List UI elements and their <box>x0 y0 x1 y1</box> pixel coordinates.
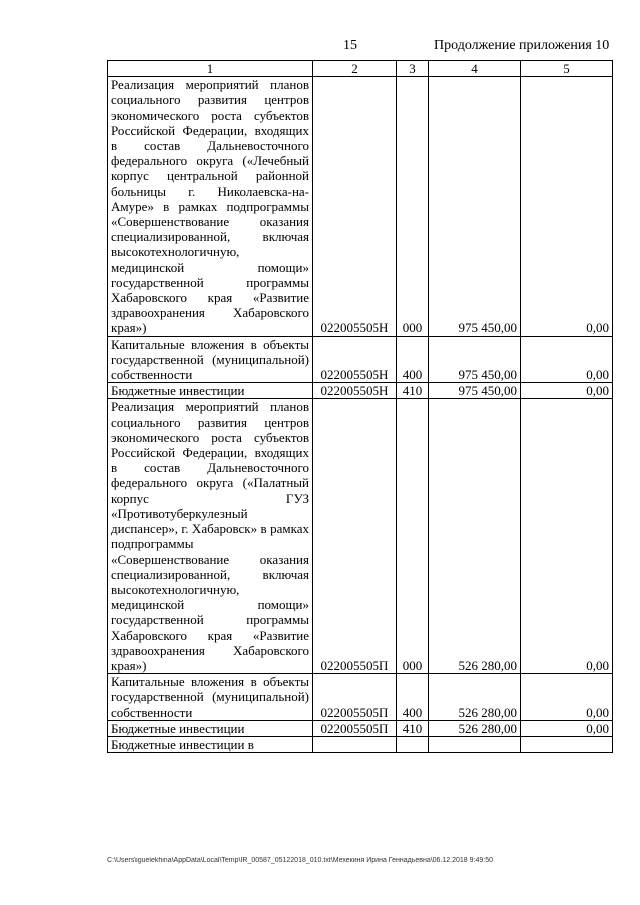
row-name: Капитальные вложения в объекты государственной (муниципальной) собственности <box>108 336 313 383</box>
row-name: Реализация мероприятий планов социального развития центров экономического роста субъектов Российской Федерации, входящих в состав Дальневосточного федерального округа («Лечебный корпус центральной районной больницы г. Николаевска-на-Амуре» в рамках подпрограммы «Совершенствование оказания специализированной, включая высокотехнологичную, медицинской помощи» государственной программы Хабаровского края «Развитие здравоохранения Хабаровского края») <box>108 77 313 336</box>
table-row <box>108 77 613 336</box>
row-name: Бюджетные инвестиции <box>108 720 313 736</box>
row-sum-2: 0,00 <box>521 399 613 674</box>
row-vr: 400 <box>397 674 429 721</box>
row-sum-2: 0,00 <box>521 336 613 383</box>
row-sum-1: 526 280,00 <box>429 720 521 736</box>
row-vr: 410 <box>397 720 429 736</box>
row-sum-2: 0,00 <box>521 383 613 399</box>
row-sum-1: 975 450,00 <box>429 383 521 399</box>
row-sum-1: 526 280,00 <box>429 399 521 674</box>
budget-table <box>107 60 613 753</box>
row-name: Бюджетные инвестиции в <box>108 736 313 752</box>
row-code <box>313 736 397 752</box>
row-sum-1: 975 450,00 <box>429 336 521 383</box>
table-row <box>108 736 613 752</box>
row-sum-1: 526 280,00 <box>429 674 521 721</box>
row-name: Бюджетные инвестиции <box>108 383 313 399</box>
row-name: Капитальные вложения в объекты государственной (муниципальной) собственности <box>108 674 313 721</box>
row-vr: 000 <box>397 399 429 674</box>
row-name: Реализация мероприятий планов социального развития центров экономического роста субъектов Российской Федерации, входящих в состав Дальневосточного федерального округа («Палатный корпус ГУЗ «Противотуберкулезный диспансер», г. Хабаровск» в рамках подпрограммы «Совершенствование оказания специализированной, включая высокотехнологичную, медицинской помощи» государственной программы Хабаровского края «Развитие здравоохранения Хабаровского края») <box>108 399 313 674</box>
table-row <box>108 336 613 383</box>
row-vr: 410 <box>397 383 429 399</box>
row-sum-2: 0,00 <box>521 720 613 736</box>
row-code: 022005505П <box>313 399 397 674</box>
table-row <box>108 674 613 721</box>
page-number: 15 <box>343 38 357 53</box>
row-sum-1 <box>429 736 521 752</box>
table-row <box>108 399 613 674</box>
continuation-label: Продолжение приложения 10 <box>434 38 610 53</box>
row-vr: 400 <box>397 336 429 383</box>
row-code: 022005505П <box>313 674 397 721</box>
row-code: 022005505Н <box>313 383 397 399</box>
row-vr <box>397 736 429 752</box>
row-code: 022005505Н <box>313 336 397 383</box>
column-header-3: 3 <box>397 61 429 77</box>
column-header-5: 5 <box>521 61 613 77</box>
row-sum-2 <box>521 736 613 752</box>
table-header-row <box>108 61 613 77</box>
row-sum-1: 975 450,00 <box>429 77 521 336</box>
table-row <box>108 383 613 399</box>
row-vr: 000 <box>397 77 429 336</box>
file-path-footer: C:\Users\iguelekhina\AppData\Local\Temp\IR_00587_05122018_010.txt\Мехекиня Ирина Геннадьевна\06.12.2018 9:49:50 <box>107 857 494 864</box>
row-code: 022005505Н <box>313 77 397 336</box>
row-code: 022005505П <box>313 720 397 736</box>
row-sum-2: 0,00 <box>521 77 613 336</box>
column-header-1: 1 <box>108 61 313 77</box>
column-header-2: 2 <box>313 61 397 77</box>
row-sum-2: 0,00 <box>521 674 613 721</box>
table-row <box>108 720 613 736</box>
column-header-4: 4 <box>429 61 521 77</box>
